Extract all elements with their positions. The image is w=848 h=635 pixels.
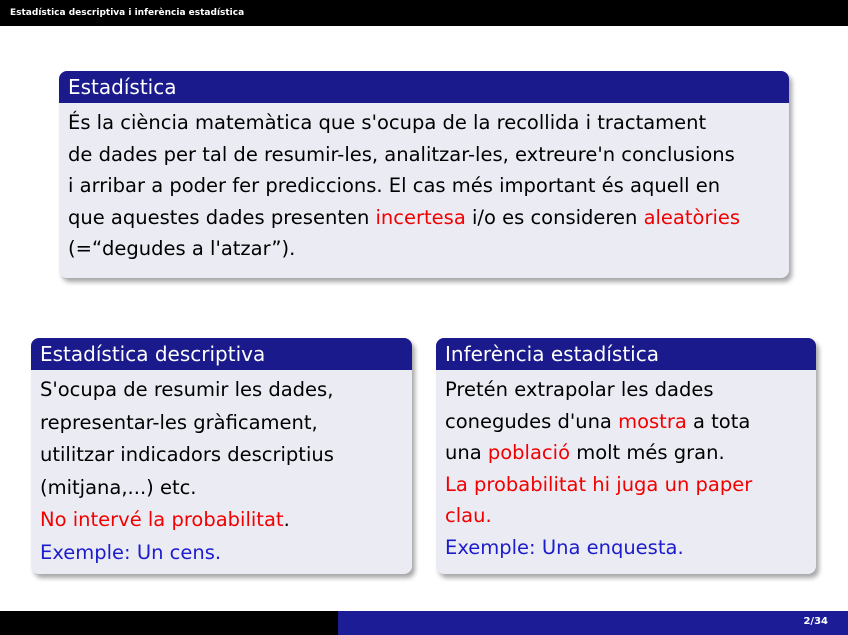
- block-estadistica: [59, 71, 789, 278]
- highlight-aleatories: aleatòries: [643, 205, 741, 229]
- block-estadistica-title: Estadística: [59, 71, 789, 103]
- highlight-poblacio: població: [487, 441, 570, 464]
- text-line: S'ocupa de resumir les dades,: [40, 378, 334, 401]
- block-estadistica-body: [59, 103, 789, 269]
- block-descriptiva-body: [31, 370, 412, 573]
- block-inferencia-title: Inferència estadística: [436, 338, 816, 370]
- header-bar: [0, 0, 848, 26]
- highlight-incertesa: incertesa: [375, 205, 466, 229]
- text-span: .: [283, 508, 290, 531]
- text-span: molt més gran.: [570, 441, 725, 464]
- block-inferencia-body: [436, 370, 816, 567]
- footer-left: [0, 611, 338, 635]
- text-span: una: [445, 441, 488, 464]
- text-line: utilitzar indicadors descriptius: [40, 443, 334, 466]
- text-line: i arribar a poder fer prediccions. El cas més important és aquell en: [68, 174, 721, 197]
- example-text: Exemple: Un cens.: [40, 540, 222, 564]
- text-line: Pretén extrapolar les dades: [445, 378, 714, 401]
- footer-right: [338, 611, 848, 635]
- text-span: que aquestes dades presenten: [68, 205, 376, 229]
- example-text: Exemple: Una enquesta.: [445, 535, 684, 559]
- highlight-probabilitat-line: La probabilitat hi juga un paper: [445, 472, 753, 496]
- block-inferencia: [436, 338, 816, 574]
- text-line: És la ciència matemàtica que s'ocupa de la recollida i tractament: [68, 111, 707, 134]
- header-title: Estadística descriptiva i inferència estadística: [10, 8, 245, 18]
- text-line: de dades per tal de resumir-les, analitzar-les, extreure'n conclusions: [68, 142, 735, 166]
- block-descriptiva: [31, 338, 412, 574]
- text-line: representar-les gràficament,: [40, 410, 318, 434]
- highlight-mostra: mostra: [618, 409, 687, 433]
- text-line: (mitjana,...) etc.: [40, 475, 197, 499]
- highlight-no-probabilitat: No intervé la probabilitat: [40, 508, 284, 531]
- page-number: 2/34: [803, 616, 828, 627]
- text-line: [445, 406, 807, 438]
- highlight-probabilitat-line: clau.: [445, 504, 492, 527]
- text-span: conegudes d'una: [445, 409, 619, 433]
- block-descriptiva-title: Estadística descriptiva: [31, 338, 412, 370]
- text-span: i/o es consideren: [465, 205, 644, 229]
- text-span: a tota: [686, 409, 751, 433]
- text-line: [445, 437, 807, 469]
- footer-bar: [0, 611, 848, 635]
- text-line: [40, 504, 403, 537]
- text-line: [68, 202, 780, 234]
- text-line: (=“degudes a l'atzar”).: [68, 237, 296, 260]
